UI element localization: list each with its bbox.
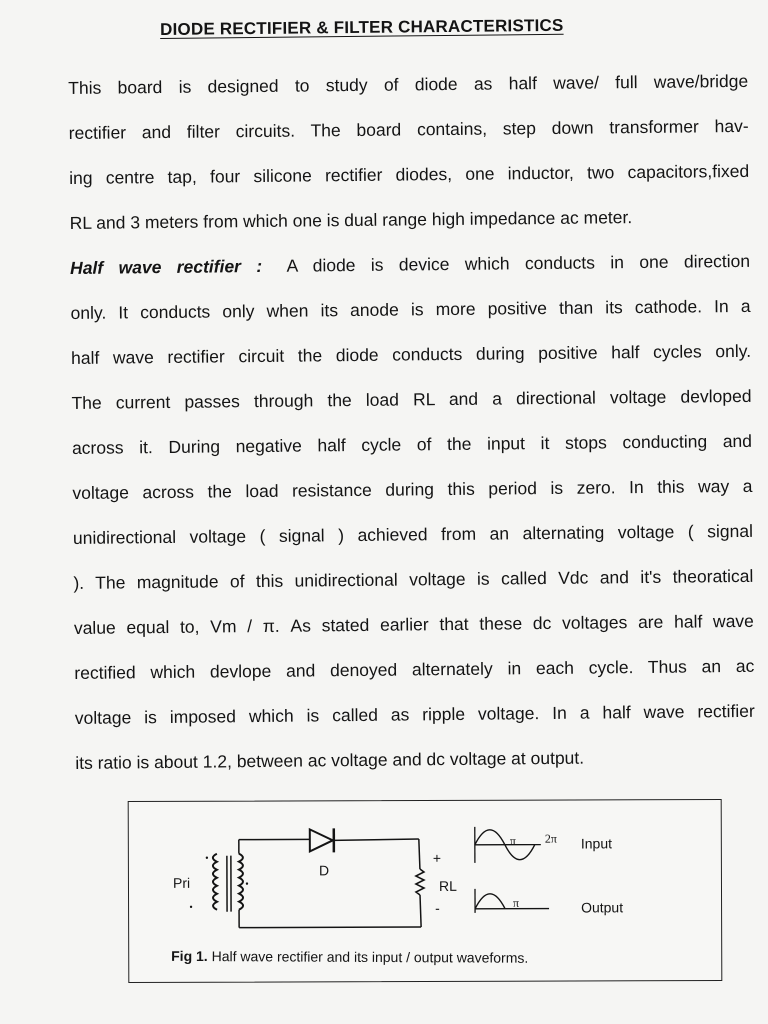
section-first-line-text: A diode is device which conducts in one direction (286, 250, 751, 276)
section-line: across it. During negative half cycle of the input it stops conducting and (71, 430, 753, 458)
section-line: voltage across the load resistance during this period is zero. In this way a (72, 475, 753, 503)
section-line: unidirectional voltage ( signal ) achieved from an alternating voltage ( signal (72, 520, 754, 548)
primary-coil (213, 854, 217, 910)
diode-symbol (310, 829, 333, 851)
output-half-wave (475, 894, 505, 909)
primary-label: Pri (172, 874, 191, 891)
output-pi-label: π (513, 895, 520, 910)
section-heading: Half wave rectifier : (70, 255, 263, 278)
section-line: The current passes through the load RL and a directional voltage devloped (71, 385, 752, 413)
section-line: ). The magnitude of this unidirectional voltage is called Vdc and it's theoratical (73, 565, 754, 593)
paragraph-line: This board is designed to study of diode as half wave/ full wave/bridge (68, 70, 749, 98)
page-title: DIODE RECTIFIER & FILTER CHARACTERISTICS (160, 15, 564, 39)
section-line: value equal to, Vm / π. As stated earlier that these dc voltages are half wave (73, 610, 754, 638)
output-label: Output (581, 899, 624, 916)
section-first-line (70, 239, 750, 291)
body-text (68, 59, 756, 786)
secondary-coil (239, 854, 243, 910)
section-line: its ratio is about 1.2, between ac voltage and dc voltage at output. (75, 747, 585, 773)
paragraph-line: rectifier and filter circuits. The board contains, step down transformer hav- (68, 115, 749, 143)
wire-top (334, 839, 419, 840)
paragraph-line: ing centre tap, four silicone rectifier diodes, one inductor, two capacitors,fixed (69, 160, 750, 188)
input-2pi-label: 2π (544, 831, 557, 846)
minus-label: - (435, 899, 440, 916)
load-resistor (416, 869, 424, 895)
section-line: half wave rectifier circuit the diode conducts during positive half cycles only. (70, 340, 752, 368)
section-line: voltage is imposed which is called as ripple voltage. In a half wave rectifier (74, 700, 755, 728)
section-line: only. It conducts only when its anode is more positive than its cathode. In a (70, 295, 751, 323)
figure-caption-label: Fig 1. (171, 947, 208, 965)
figure-caption-text: Half wave rectifier and its input / output waveforms. (211, 948, 529, 966)
diode-label: D (318, 862, 330, 879)
section-line: rectified which devlope and denoyed alternately in each cycle. Thus an ac (74, 655, 755, 683)
figure-box (128, 799, 723, 983)
input-pi-label: π (509, 833, 516, 848)
paragraph-line: RL and 3 meters from which one is dual range high impedance ac meter. (69, 207, 633, 233)
input-label: Input (580, 835, 613, 852)
plus-label: + (432, 849, 442, 866)
wire-bottom (239, 927, 421, 928)
load-label: RL (438, 877, 457, 894)
wire-right (420, 895, 421, 927)
figure-caption (171, 948, 528, 966)
wire-right (419, 839, 420, 869)
